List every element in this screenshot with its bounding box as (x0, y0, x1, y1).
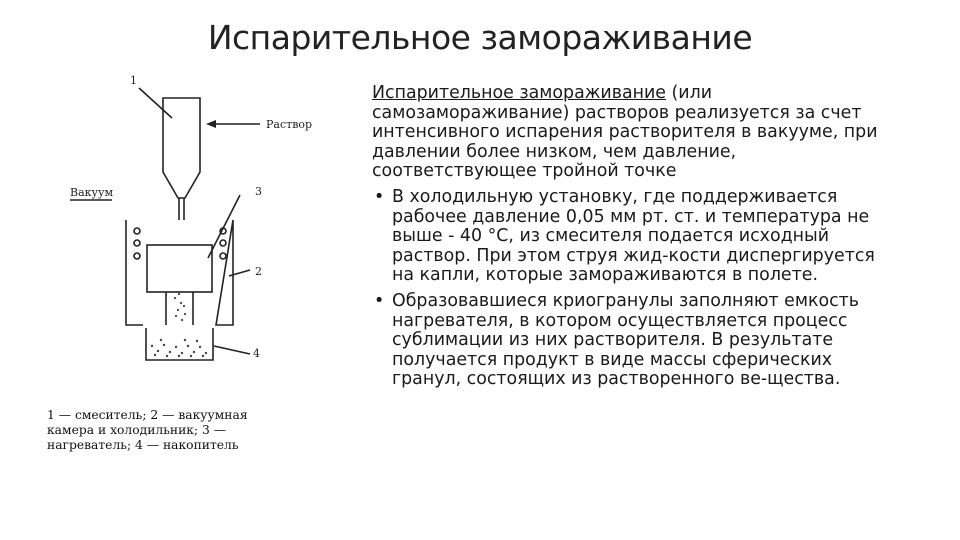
chamber-neck (166, 292, 193, 325)
diagram-label-3: 3 (255, 185, 262, 198)
diagram-label-4: 4 (253, 347, 260, 360)
leader-line-2 (229, 270, 250, 276)
list-item: • В холодильную установку, где поддерживается рабочее давление 0,05 мм рт. ст. и температура не выше - 40 °С, из смесителя подается исходный раствор. При этом струя жид-кости диспергируется на капли, которые замораживаются в полете. (374, 186, 875, 286)
leader-line-3 (208, 195, 240, 258)
bullet-dot-icon: • (374, 290, 385, 311)
vacuum-chamber (126, 220, 233, 325)
droplets (174, 293, 186, 321)
coil-circle (220, 253, 226, 259)
diagram-label-solution: Раствор (266, 118, 313, 131)
granules (151, 339, 207, 357)
bullet-list (372, 188, 892, 390)
heater-box (147, 245, 212, 292)
intro-rest: (или самозамораживание) растворов реализуется за счет интенсивного испарения растворителя в вакууме, при давлении более низком, чем давление, соответствующее тройной точке (372, 83, 878, 182)
intro-paragraph (372, 84, 892, 182)
bullet-dot-icon: • (374, 186, 385, 207)
diagram-label-2: 2 (255, 265, 262, 278)
leader-line-1 (139, 88, 172, 118)
freeze-apparatus-diagram (40, 70, 340, 390)
solution-arrow-head (206, 120, 216, 128)
coil-circle (134, 240, 140, 246)
coil-circle (134, 253, 140, 259)
list-item: • Образовавшиеся криогранулы заполняют емкость нагревателя, в котором осуществляется процесс сублимации из них растворителя. В результате получается продукт в виде массы сферических гранул, состоящих из растворенного ве-щества. (374, 290, 860, 390)
diagram-label-vacuum: Вакуум (70, 186, 114, 199)
slide-title: Испарительное замораживание (207, 18, 753, 57)
diagram-label-1: 1 (130, 74, 137, 87)
intro-term: Испарительное замораживание (372, 83, 666, 103)
coil-circle (134, 228, 140, 234)
body-text (372, 84, 892, 396)
mixer-vessel (163, 98, 200, 198)
coil-circle (220, 240, 226, 246)
leader-line-4 (214, 346, 250, 354)
diagram-caption: 1 — смеситель; 2 — вакуумная камера и холодильник; 3 — нагреватель; 4 — накопитель (47, 408, 248, 452)
